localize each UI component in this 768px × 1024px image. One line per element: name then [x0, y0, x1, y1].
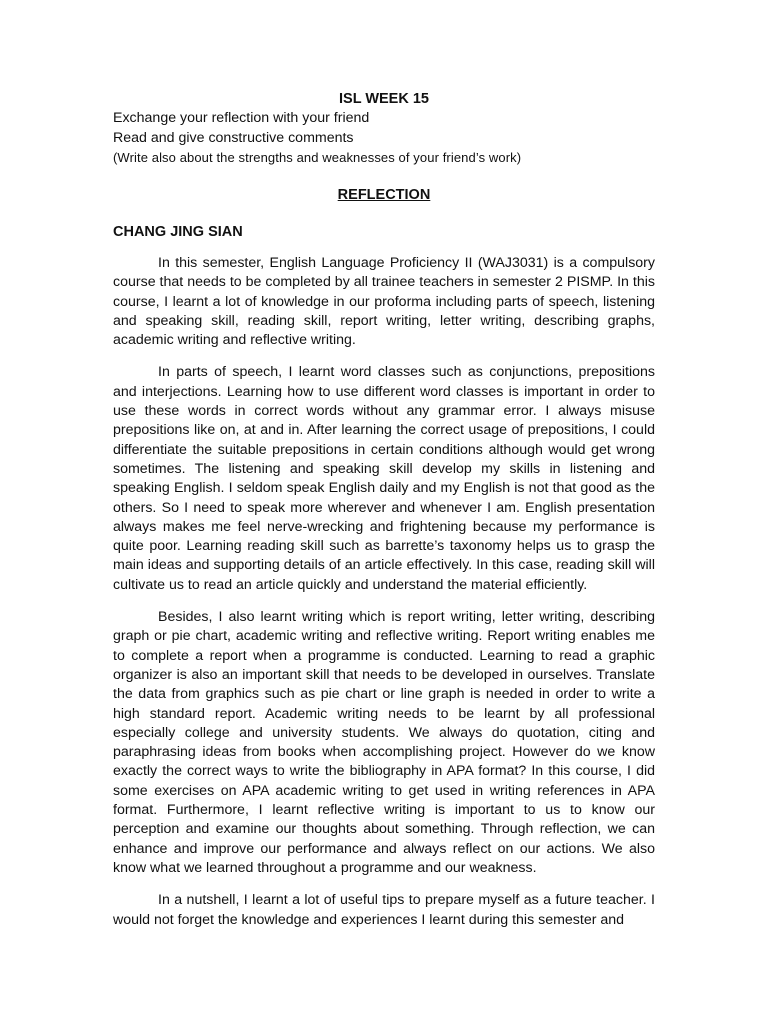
instruction-line-1: Exchange your reflection with your friend — [113, 110, 370, 126]
paragraph-2: In parts of speech, I learnt word classes such as conjunctions, prepositions and interjections. Learning how to use different word classes is important in order to use these words in correct words without any grammar error. I always misuse prepositions like on, at and in. After learning the correct usage of prepositions, I could differentiate the suitable prepositions in certain conditions although would get wrong sometimes. The listening and speaking skill develop my skills in listening and speaking English. I seldom speak English daily and my English is not that good as the others. So I need to speak more wherever and whenever I am. English presentation always makes me feel nerve-wrecking and frightening because my performance is quite poor. Learning reading skill such as barrette’s taxonomy helps us to grasp the main ideas and supporting details of an article effectively. In this case, reading skill will cultivate us to read an article quickly and understand the material efficiently. — [113, 364, 655, 593]
paragraph-1: In this semester, English Language Proficiency II (WAJ3031) is a compulsory course that needs to be completed by all trainee teachers in semester 2 PISMP. In this course, I learnt a lot of knowledge in our proforma including parts of speech, listening and speaking skill, reading skill, report writing, letter writing, describing graphs, academic writing and reflective writing. — [113, 255, 655, 349]
instruction-line-3: (Write also about the strengths and weaknesses of your friend’s work) — [113, 150, 522, 165]
author-name: CHANG JING SIAN — [113, 224, 243, 240]
week-title: ISL WEEK 15 — [339, 91, 429, 107]
section-title: REFLECTION — [337, 187, 431, 203]
paragraph-3: Besides, I also learnt writing which is report writing, letter writing, describing graph or pie chart, academic writing and reflective writing. Report writing enables me to complete a report when a programme is conducted. Learning to read a graphic organizer is also an important skill that needs to be developed in ourselves. Translate the data from graphics such as pie chart or line graph is needed in order to write a high standard report. Academic writing needs to be learnt by all professional especially college and university students. We always do quotation, citing and paraphrasing ideas from books when accomplishing project. However do we know exactly the correct ways to write the bibliography in APA format? In this course, I did some exercises on APA academic writing to get used in writing references in APA format. Furthermore, I learnt reflective writing is important to us to know our perception and examine our thoughts about something. Through reflection, we can enhance and improve our performance and always reflect on our actions. We also know what we learned throughout a programme and our weakness. — [113, 609, 655, 876]
paragraph-4: In a nutshell, I learnt a lot of useful tips to prepare myself as a future teacher. I would not forget the knowledge and experiences I learnt during this semester and — [113, 892, 655, 928]
document-content — [113, 89, 655, 930]
instruction-line-2: Read and give constructive comments — [113, 129, 354, 146]
